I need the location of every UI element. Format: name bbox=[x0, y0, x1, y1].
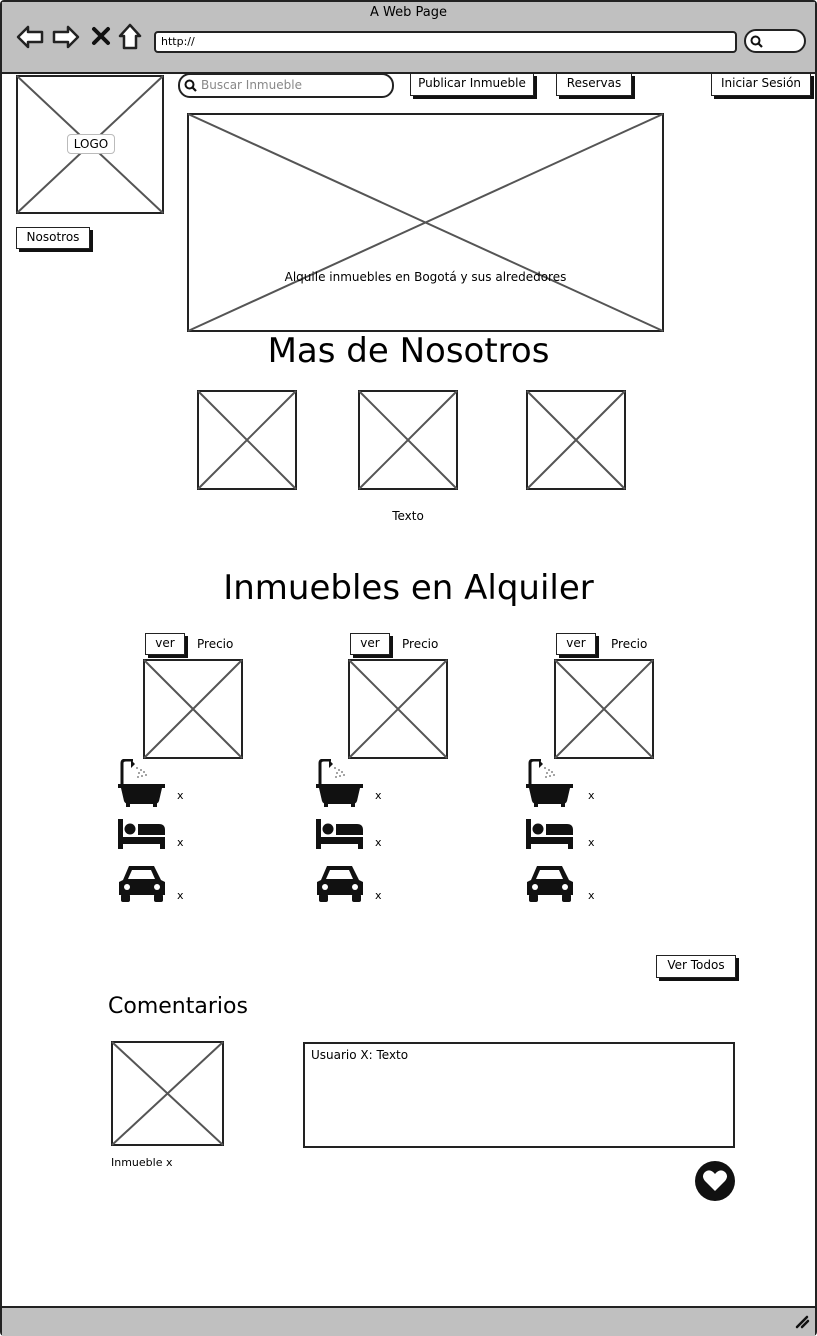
view-property-button[interactable]: ver bbox=[145, 633, 185, 655]
car-icon bbox=[117, 863, 167, 903]
hero-caption: Alquile inmuebles en Bogotá y sus alrededores bbox=[284, 270, 567, 284]
commented-property-image bbox=[111, 1041, 224, 1146]
parking-count: x bbox=[588, 889, 595, 902]
price-label: Precio bbox=[611, 637, 648, 651]
browser-search-field[interactable] bbox=[744, 29, 806, 53]
reservations-button[interactable]: Reservas bbox=[556, 73, 632, 96]
about-text: Texto bbox=[392, 509, 424, 523]
bathrooms-count: x bbox=[588, 789, 595, 802]
resize-icon[interactable] bbox=[794, 1313, 810, 1329]
view-property-button[interactable]: ver bbox=[556, 633, 596, 655]
bathtub-icon bbox=[117, 759, 167, 807]
about-image-2 bbox=[358, 390, 458, 490]
back-icon[interactable] bbox=[15, 24, 45, 50]
status-bar bbox=[2, 1306, 815, 1336]
about-image-1 bbox=[197, 390, 297, 490]
parking-count: x bbox=[177, 889, 184, 902]
view-property-button[interactable]: ver bbox=[350, 633, 390, 655]
rentals-section-title: Inmuebles en Alquiler bbox=[223, 568, 594, 608]
bedrooms-count: x bbox=[375, 836, 382, 849]
comment-textarea[interactable]: Usuario X: Texto bbox=[303, 1042, 735, 1148]
login-button[interactable]: Iniciar Sesión bbox=[711, 73, 811, 96]
logo-text: LOGO bbox=[67, 134, 115, 154]
search-input[interactable] bbox=[178, 73, 394, 98]
bed-icon bbox=[525, 818, 575, 850]
view-all-button[interactable]: Ver Todos bbox=[656, 955, 736, 978]
home-icon[interactable] bbox=[118, 23, 142, 50]
property-image[interactable] bbox=[554, 659, 654, 759]
property-image[interactable] bbox=[143, 659, 243, 759]
parking-count: x bbox=[375, 889, 382, 902]
about-image-3 bbox=[526, 390, 626, 490]
heart-icon[interactable] bbox=[694, 1160, 736, 1202]
bathrooms-count: x bbox=[375, 789, 382, 802]
search-icon bbox=[184, 79, 197, 92]
publish-property-button[interactable]: Publicar Inmueble bbox=[410, 73, 534, 96]
url-bar[interactable]: http:// bbox=[154, 31, 737, 53]
price-label: Precio bbox=[197, 637, 234, 651]
hero-image bbox=[187, 113, 664, 332]
car-icon bbox=[315, 863, 365, 903]
commented-property-label: Inmueble x bbox=[111, 1156, 173, 1169]
forward-icon[interactable] bbox=[51, 24, 81, 50]
about-section-title: Mas de Nosotros bbox=[267, 331, 550, 371]
about-us-button[interactable]: Nosotros bbox=[16, 227, 90, 249]
bathtub-icon bbox=[525, 759, 575, 807]
search-placeholder: Buscar Inmueble bbox=[201, 78, 302, 92]
bedrooms-count: x bbox=[588, 836, 595, 849]
bed-icon bbox=[117, 818, 167, 850]
bedrooms-count: x bbox=[177, 836, 184, 849]
close-icon[interactable] bbox=[91, 26, 111, 46]
car-icon bbox=[525, 863, 575, 903]
bed-icon bbox=[315, 818, 365, 850]
search-icon bbox=[750, 35, 763, 48]
window-title: A Web Page bbox=[370, 5, 447, 20]
property-image[interactable] bbox=[348, 659, 448, 759]
bathtub-icon bbox=[315, 759, 365, 807]
bathrooms-count: x bbox=[177, 789, 184, 802]
price-label: Precio bbox=[402, 637, 439, 651]
comments-title: Comentarios bbox=[108, 994, 248, 1019]
